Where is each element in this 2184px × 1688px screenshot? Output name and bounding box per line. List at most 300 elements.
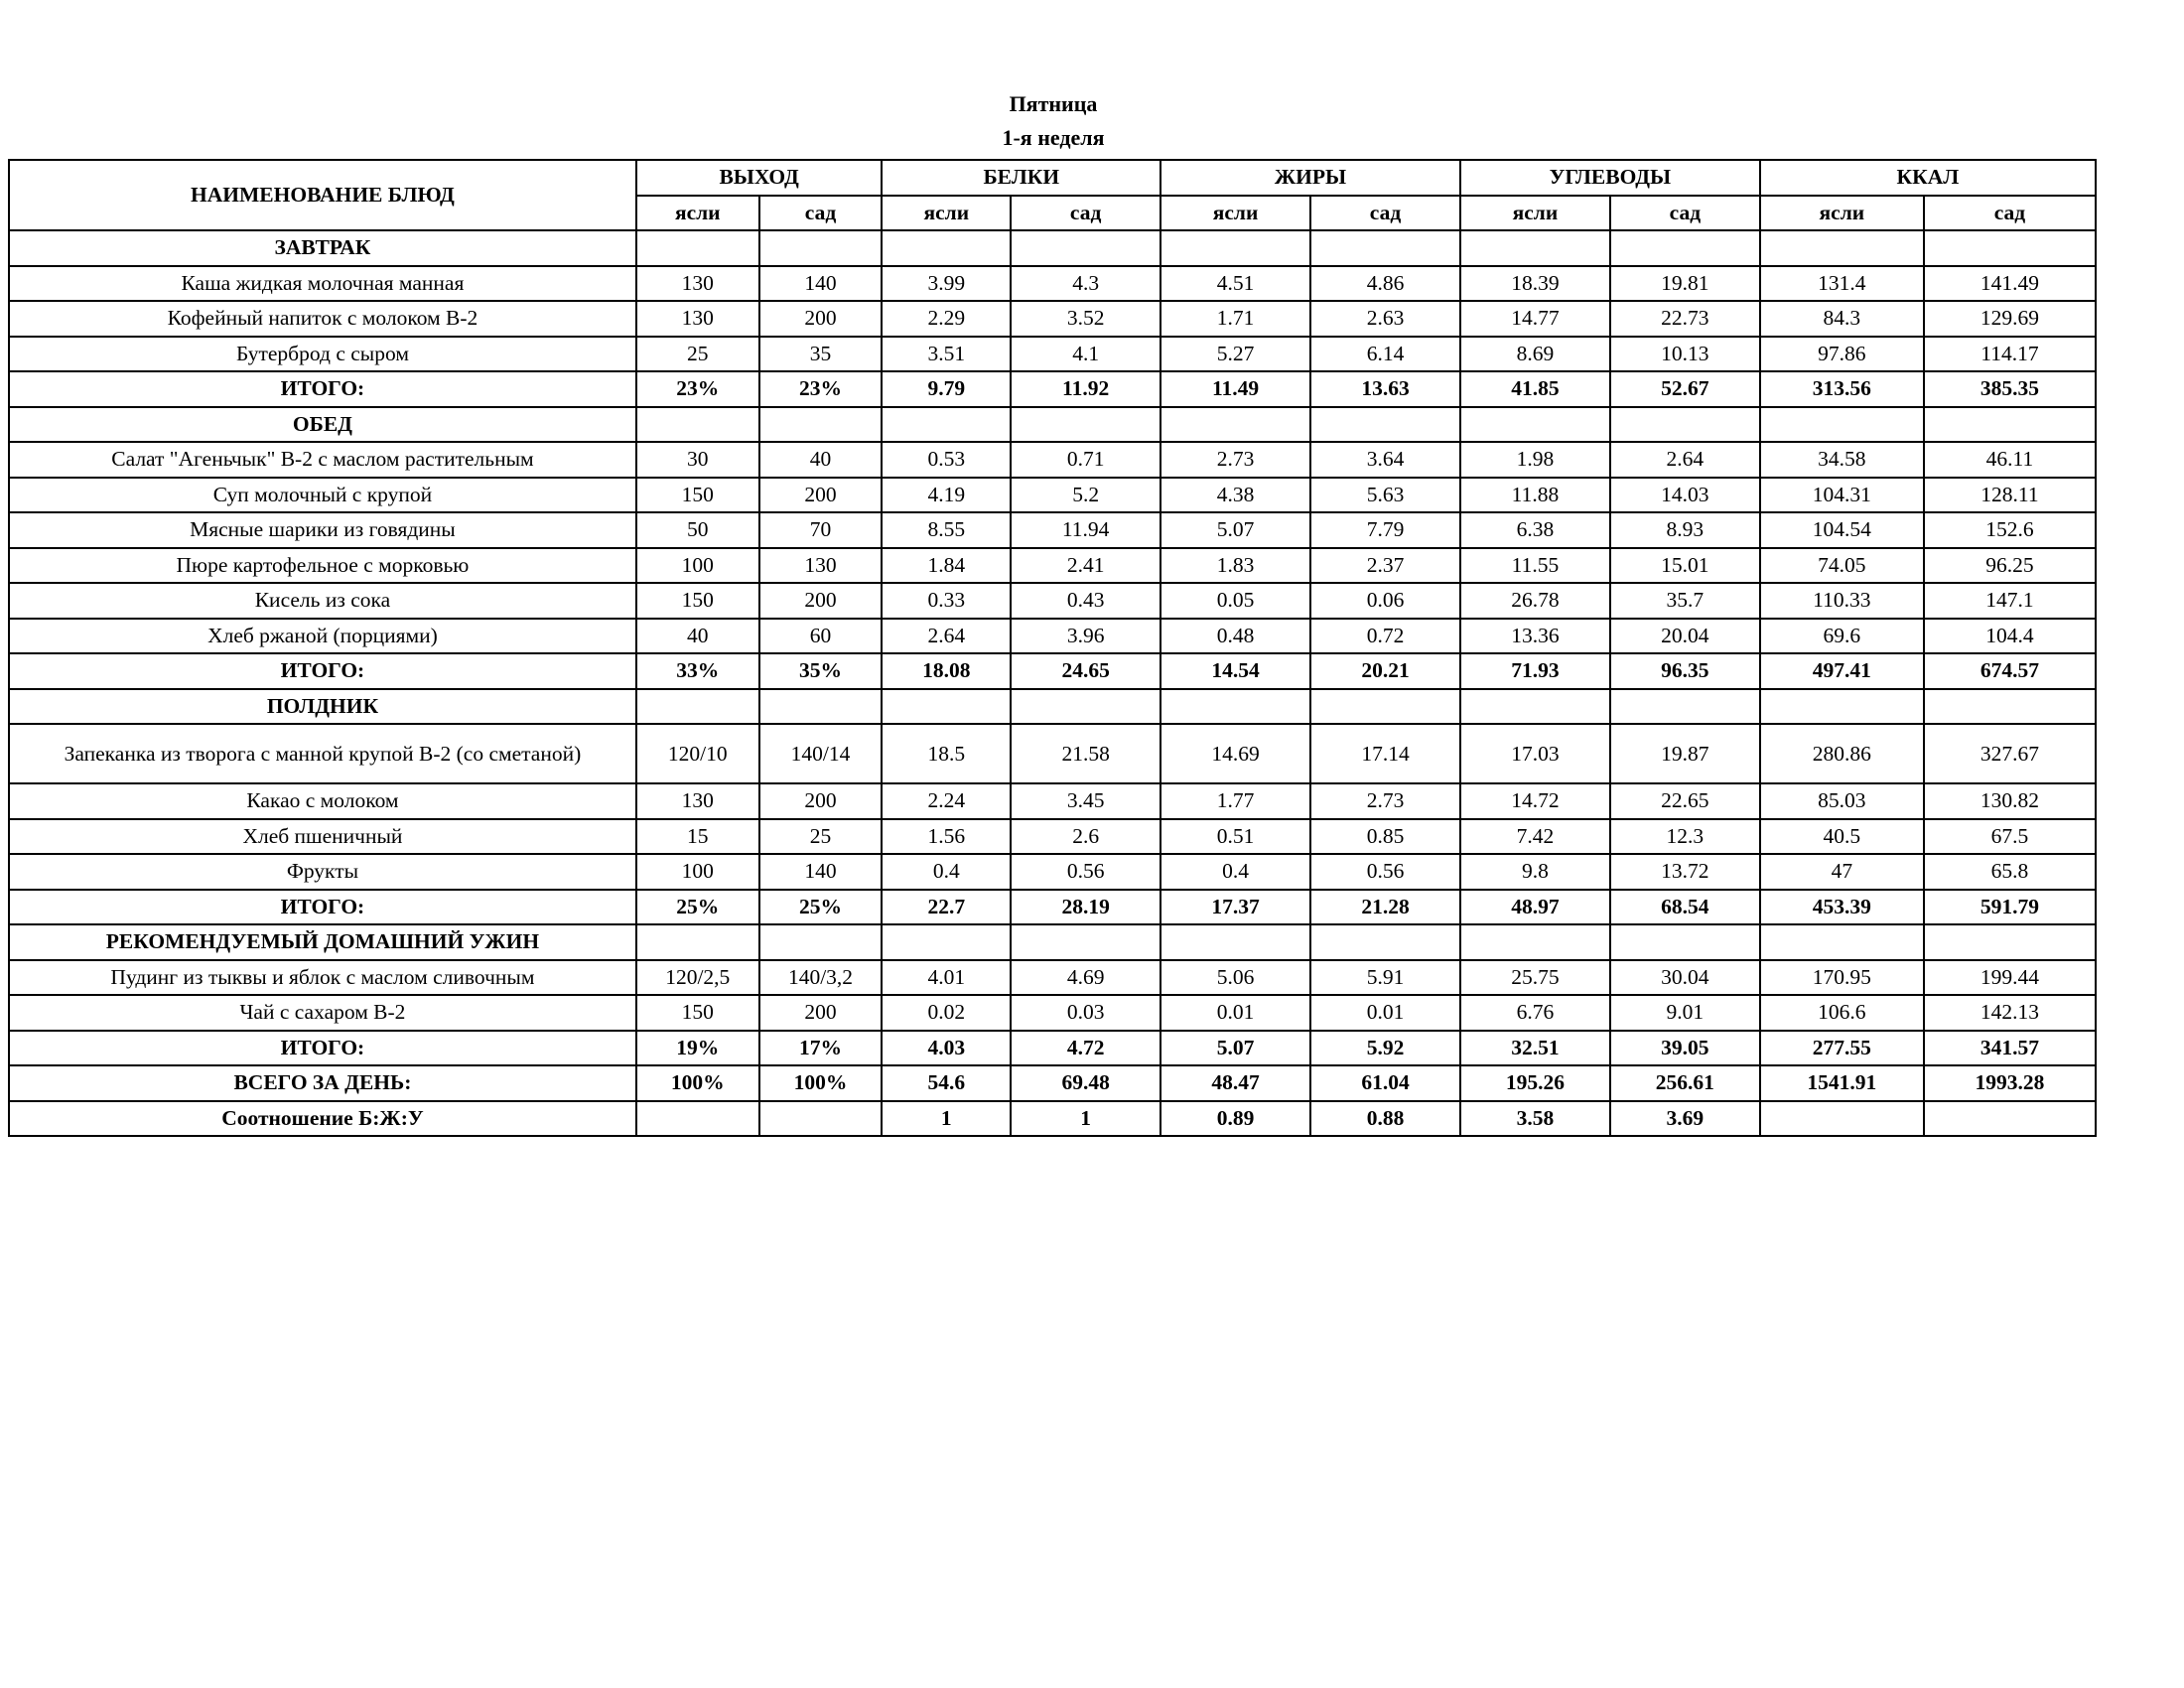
value-cell: 12.3 (1610, 819, 1760, 855)
dish-name: ВСЕГО ЗА ДЕНЬ: (9, 1065, 636, 1101)
group-header-fat: ЖИРЫ (1160, 160, 1460, 196)
value-cell: 100 (636, 854, 759, 890)
value-cell (1610, 407, 1760, 443)
value-cell: 497.41 (1760, 653, 1924, 689)
value-cell: 11.94 (1011, 512, 1160, 548)
table-row (9, 301, 2096, 337)
value-cell: 0.51 (1160, 819, 1310, 855)
value-cell (1310, 230, 1460, 266)
value-cell: 106.6 (1760, 995, 1924, 1031)
value-cell: 52.67 (1610, 371, 1760, 407)
value-cell: 1.77 (1160, 783, 1310, 819)
value-cell (1760, 689, 1924, 725)
section-title: ЗАВТРАК (9, 230, 636, 266)
section-title: ОБЕД (9, 407, 636, 443)
value-cell (1924, 230, 2096, 266)
sub-header: сад (1310, 196, 1460, 231)
value-cell: 67.5 (1924, 819, 2096, 855)
table-row (9, 478, 2096, 513)
table-row (9, 548, 2096, 584)
value-cell: 385.35 (1924, 371, 2096, 407)
value-cell: 277.55 (1760, 1031, 1924, 1066)
total-row (9, 1065, 2096, 1101)
value-cell: 674.57 (1924, 653, 2096, 689)
dish-name: ИТОГО: (9, 1031, 636, 1066)
value-cell: 120/10 (636, 724, 759, 783)
nutrition-table (8, 159, 2097, 1137)
section-row (9, 230, 2096, 266)
value-cell: 1541.91 (1760, 1065, 1924, 1101)
value-cell: 14.77 (1460, 301, 1610, 337)
group-header-protein: БЕЛКИ (882, 160, 1160, 196)
value-cell: 5.27 (1160, 337, 1310, 372)
value-cell: 142.13 (1924, 995, 2096, 1031)
value-cell: 28.19 (1011, 890, 1160, 925)
table-row (9, 724, 2096, 783)
value-cell: 1.56 (882, 819, 1011, 855)
dish-name: Пюре картофельное с морковью (9, 548, 636, 584)
value-cell: 0.05 (1160, 583, 1310, 619)
dish-name: ИТОГО: (9, 371, 636, 407)
value-cell: 41.85 (1460, 371, 1610, 407)
value-cell: 23% (759, 371, 883, 407)
value-cell: 0.72 (1310, 619, 1460, 654)
value-cell: 3.52 (1011, 301, 1160, 337)
value-cell: 35.7 (1610, 583, 1760, 619)
value-cell: 130.82 (1924, 783, 2096, 819)
value-cell (759, 924, 883, 960)
value-cell: 130 (636, 783, 759, 819)
dish-name: Соотношение Б:Ж:У (9, 1101, 636, 1137)
value-cell: 30 (636, 442, 759, 478)
table-row (9, 854, 2096, 890)
value-cell: 0.48 (1160, 619, 1310, 654)
value-cell: 195.26 (1460, 1065, 1610, 1101)
value-cell: 0.43 (1011, 583, 1160, 619)
value-cell: 4.51 (1160, 266, 1310, 302)
dish-name: Мясные шарики из говядины (9, 512, 636, 548)
value-cell (1460, 924, 1610, 960)
value-cell: 22.65 (1610, 783, 1760, 819)
value-cell: 200 (759, 995, 883, 1031)
value-cell: 2.73 (1310, 783, 1460, 819)
value-cell: 22.73 (1610, 301, 1760, 337)
group-header-carbs: УГЛЕВОДЫ (1460, 160, 1760, 196)
value-cell: 39.05 (1610, 1031, 1760, 1066)
value-cell: 6.76 (1460, 995, 1610, 1031)
value-cell: 10.13 (1610, 337, 1760, 372)
value-cell: 25% (636, 890, 759, 925)
value-cell (1460, 230, 1610, 266)
value-cell: 8.69 (1460, 337, 1610, 372)
value-cell: 141.49 (1924, 266, 2096, 302)
value-cell: 13.36 (1460, 619, 1610, 654)
value-cell: 69.6 (1760, 619, 1924, 654)
value-cell: 1 (1011, 1101, 1160, 1137)
value-cell: 0.33 (882, 583, 1011, 619)
sub-header: ясли (1460, 196, 1610, 231)
value-cell (759, 230, 883, 266)
value-cell (1924, 407, 2096, 443)
value-cell: 9.01 (1610, 995, 1760, 1031)
value-cell: 5.2 (1011, 478, 1160, 513)
value-cell: 54.6 (882, 1065, 1011, 1101)
value-cell (1310, 689, 1460, 725)
value-cell: 84.3 (1760, 301, 1924, 337)
value-cell: 33% (636, 653, 759, 689)
table-row (9, 266, 2096, 302)
value-cell: 0.88 (1310, 1101, 1460, 1137)
value-cell: 2.64 (1610, 442, 1760, 478)
value-cell: 147.1 (1924, 583, 2096, 619)
sub-header: сад (1924, 196, 2096, 231)
table-row (9, 512, 2096, 548)
value-cell: 69.48 (1011, 1065, 1160, 1101)
value-cell: 19.81 (1610, 266, 1760, 302)
table-row (9, 619, 2096, 654)
value-cell: 1.71 (1160, 301, 1310, 337)
value-cell: 0.89 (1160, 1101, 1310, 1137)
value-cell: 13.63 (1310, 371, 1460, 407)
total-row (9, 1031, 2096, 1066)
value-cell (1011, 689, 1160, 725)
value-cell: 48.97 (1460, 890, 1610, 925)
value-cell: 4.69 (1011, 960, 1160, 996)
value-cell: 0.01 (1160, 995, 1310, 1031)
value-cell: 17.14 (1310, 724, 1460, 783)
dish-name: ИТОГО: (9, 653, 636, 689)
value-cell: 0.03 (1011, 995, 1160, 1031)
value-cell (1610, 689, 1760, 725)
sub-header: сад (759, 196, 883, 231)
value-cell: 152.6 (1924, 512, 2096, 548)
value-cell: 104.4 (1924, 619, 2096, 654)
value-cell: 5.92 (1310, 1031, 1460, 1066)
value-cell: 5.91 (1310, 960, 1460, 996)
value-cell: 0.4 (1160, 854, 1310, 890)
value-cell (1610, 230, 1760, 266)
value-cell: 280.86 (1760, 724, 1924, 783)
value-cell: 2.63 (1310, 301, 1460, 337)
section-title: ПОЛДНИК (9, 689, 636, 725)
value-cell (1160, 407, 1310, 443)
value-cell (636, 407, 759, 443)
value-cell: 21.28 (1310, 890, 1460, 925)
value-cell: 85.03 (1760, 783, 1924, 819)
table-row (9, 583, 2096, 619)
value-cell: 2.64 (882, 619, 1011, 654)
value-cell: 13.72 (1610, 854, 1760, 890)
value-cell (882, 924, 1011, 960)
value-cell: 11.92 (1011, 371, 1160, 407)
value-cell: 3.99 (882, 266, 1011, 302)
value-cell: 2.24 (882, 783, 1011, 819)
value-cell: 0.4 (882, 854, 1011, 890)
value-cell (1310, 407, 1460, 443)
sub-header: ясли (882, 196, 1011, 231)
value-cell: 104.54 (1760, 512, 1924, 548)
value-cell: 2.73 (1160, 442, 1310, 478)
value-cell (1460, 689, 1610, 725)
value-cell (1160, 230, 1310, 266)
value-cell: 65.8 (1924, 854, 2096, 890)
value-cell: 0.53 (882, 442, 1011, 478)
value-cell: 313.56 (1760, 371, 1924, 407)
value-cell: 4.1 (1011, 337, 1160, 372)
value-cell: 5.06 (1160, 960, 1310, 996)
value-cell: 19.87 (1610, 724, 1760, 783)
dish-name: Каша жидкая молочная манная (9, 266, 636, 302)
value-cell: 120/2,5 (636, 960, 759, 996)
value-cell (882, 407, 1011, 443)
value-cell (636, 230, 759, 266)
value-cell: 15 (636, 819, 759, 855)
value-cell (1011, 407, 1160, 443)
value-cell (759, 689, 883, 725)
value-cell (1924, 1101, 2096, 1137)
value-cell (1924, 924, 2096, 960)
value-cell: 18.08 (882, 653, 1011, 689)
value-cell: 17.03 (1460, 724, 1610, 783)
value-cell: 11.55 (1460, 548, 1610, 584)
value-cell: 7.42 (1460, 819, 1610, 855)
value-cell: 40 (636, 619, 759, 654)
value-cell (1160, 924, 1310, 960)
value-cell: 8.55 (882, 512, 1011, 548)
value-cell: 4.86 (1310, 266, 1460, 302)
value-cell: 104.31 (1760, 478, 1924, 513)
value-cell: 0.71 (1011, 442, 1160, 478)
value-cell: 2.6 (1011, 819, 1160, 855)
value-cell: 100 (636, 548, 759, 584)
value-cell (1760, 407, 1924, 443)
value-cell: 5.07 (1160, 512, 1310, 548)
value-cell: 61.04 (1310, 1065, 1460, 1101)
value-cell (636, 689, 759, 725)
value-cell (759, 1101, 883, 1137)
value-cell: 11.49 (1160, 371, 1310, 407)
value-cell: 3.51 (882, 337, 1011, 372)
value-cell: 5.63 (1310, 478, 1460, 513)
value-cell: 25.75 (1460, 960, 1610, 996)
total-row (9, 1101, 2096, 1137)
value-cell: 140/14 (759, 724, 883, 783)
value-cell (1011, 230, 1160, 266)
value-cell: 131.4 (1760, 266, 1924, 302)
dish-name: Хлеб ржаной (порциями) (9, 619, 636, 654)
value-cell: 6.14 (1310, 337, 1460, 372)
value-cell: 96.25 (1924, 548, 2096, 584)
value-cell: 3.45 (1011, 783, 1160, 819)
value-cell (636, 924, 759, 960)
value-cell: 100% (636, 1065, 759, 1101)
value-cell (1760, 1101, 1924, 1137)
value-cell: 25 (636, 337, 759, 372)
value-cell: 47 (1760, 854, 1924, 890)
value-cell: 20.04 (1610, 619, 1760, 654)
value-cell: 14.72 (1460, 783, 1610, 819)
dish-name: Бутерброд с сыром (9, 337, 636, 372)
total-row (9, 371, 2096, 407)
page-subtitle: 1-я неделя (1002, 125, 1105, 150)
sub-header: ясли (636, 196, 759, 231)
value-cell: 97.86 (1760, 337, 1924, 372)
value-cell: 74.05 (1760, 548, 1924, 584)
value-cell: 0.06 (1310, 583, 1460, 619)
value-cell: 200 (759, 478, 883, 513)
value-cell: 0.56 (1310, 854, 1460, 890)
value-cell: 8.93 (1610, 512, 1760, 548)
value-cell: 19% (636, 1031, 759, 1066)
section-row (9, 689, 2096, 725)
value-cell: 11.88 (1460, 478, 1610, 513)
value-cell: 150 (636, 583, 759, 619)
value-cell: 71.93 (1460, 653, 1610, 689)
dish-name: Суп молочный с крупой (9, 478, 636, 513)
value-cell: 9.8 (1460, 854, 1610, 890)
value-cell: 32.51 (1460, 1031, 1610, 1066)
value-cell: 17.37 (1160, 890, 1310, 925)
value-cell: 150 (636, 995, 759, 1031)
value-cell: 6.38 (1460, 512, 1610, 548)
value-cell: 14.54 (1160, 653, 1310, 689)
dish-name: Запеканка из творога с манной крупой В-2 (со сметаной) (9, 724, 636, 783)
value-cell: 40 (759, 442, 883, 478)
value-cell: 25% (759, 890, 883, 925)
value-cell: 256.61 (1610, 1065, 1760, 1101)
value-cell: 14.69 (1160, 724, 1310, 783)
value-cell: 46.11 (1924, 442, 2096, 478)
value-cell: 1.98 (1460, 442, 1610, 478)
value-cell: 35% (759, 653, 883, 689)
value-cell: 1 (882, 1101, 1011, 1137)
value-cell: 22.7 (882, 890, 1011, 925)
value-cell: 17% (759, 1031, 883, 1066)
value-cell (636, 1101, 759, 1137)
section-row (9, 407, 2096, 443)
value-cell: 341.57 (1924, 1031, 2096, 1066)
value-cell (1610, 924, 1760, 960)
value-cell: 200 (759, 783, 883, 819)
value-cell: 4.19 (882, 478, 1011, 513)
table-body (9, 230, 2096, 1136)
value-cell: 4.01 (882, 960, 1011, 996)
section-row (9, 924, 2096, 960)
dish-name: Салат "Агеньчык" В-2 с маслом растительным (9, 442, 636, 478)
value-cell: 130 (636, 266, 759, 302)
value-cell: 130 (636, 301, 759, 337)
value-cell: 20.21 (1310, 653, 1460, 689)
value-cell: 4.03 (882, 1031, 1011, 1066)
value-cell: 0.01 (1310, 995, 1460, 1031)
value-cell: 2.37 (1310, 548, 1460, 584)
value-cell: 140 (759, 266, 883, 302)
total-row (9, 890, 2096, 925)
value-cell (882, 689, 1011, 725)
dish-name-header: НАИМЕНОВАНИЕ БЛЮД (9, 160, 636, 230)
value-cell: 30.04 (1610, 960, 1760, 996)
dish-name: Хлеб пшеничный (9, 819, 636, 855)
value-cell: 100% (759, 1065, 883, 1101)
sub-header: ясли (1160, 196, 1310, 231)
sub-header: сад (1610, 196, 1760, 231)
value-cell: 114.17 (1924, 337, 2096, 372)
value-cell: 453.39 (1760, 890, 1924, 925)
section-title: РЕКОМЕНДУЕМЫЙ ДОМАШНИЙ УЖИН (9, 924, 636, 960)
value-cell (1310, 924, 1460, 960)
value-cell: 7.79 (1310, 512, 1460, 548)
dish-name: ИТОГО: (9, 890, 636, 925)
value-cell: 34.58 (1760, 442, 1924, 478)
value-cell (1760, 230, 1924, 266)
value-cell: 140/3,2 (759, 960, 883, 996)
dish-name: Пудинг из тыквы и яблок с маслом сливочным (9, 960, 636, 996)
value-cell: 128.11 (1924, 478, 2096, 513)
table-row (9, 442, 2096, 478)
value-cell (882, 230, 1011, 266)
sub-header: ясли (1760, 196, 1924, 231)
value-cell: 35 (759, 337, 883, 372)
group-header-output: ВЫХОД (636, 160, 883, 196)
value-cell: 21.58 (1011, 724, 1160, 783)
value-cell: 5.07 (1160, 1031, 1310, 1066)
value-cell: 110.33 (1760, 583, 1924, 619)
value-cell: 24.65 (1011, 653, 1160, 689)
dish-name: Фрукты (9, 854, 636, 890)
value-cell: 3.58 (1460, 1101, 1610, 1137)
value-cell: 68.54 (1610, 890, 1760, 925)
value-cell: 199.44 (1924, 960, 2096, 996)
table-row (9, 337, 2096, 372)
value-cell: 150 (636, 478, 759, 513)
value-cell: 23% (636, 371, 759, 407)
value-cell (1160, 689, 1310, 725)
value-cell: 200 (759, 301, 883, 337)
table-row (9, 960, 2096, 996)
dish-name: Кисель из сока (9, 583, 636, 619)
value-cell: 130 (759, 548, 883, 584)
value-cell: 2.29 (882, 301, 1011, 337)
value-cell: 18.39 (1460, 266, 1610, 302)
value-cell: 3.96 (1011, 619, 1160, 654)
value-cell: 140 (759, 854, 883, 890)
value-cell (1924, 689, 2096, 725)
value-cell: 327.67 (1924, 724, 2096, 783)
value-cell: 0.85 (1310, 819, 1460, 855)
value-cell: 60 (759, 619, 883, 654)
dish-name: Кофейный напиток с молоком В-2 (9, 301, 636, 337)
value-cell: 4.38 (1160, 478, 1310, 513)
table-row (9, 819, 2096, 855)
value-cell: 26.78 (1460, 583, 1610, 619)
value-cell: 15.01 (1610, 548, 1760, 584)
value-cell: 18.5 (882, 724, 1011, 783)
value-cell: 48.47 (1160, 1065, 1310, 1101)
value-cell: 1.84 (882, 548, 1011, 584)
value-cell: 50 (636, 512, 759, 548)
dish-name: Чай с сахаром В-2 (9, 995, 636, 1031)
value-cell (1760, 924, 1924, 960)
dish-name: Какао с молоком (9, 783, 636, 819)
sub-header: сад (1011, 196, 1160, 231)
page-title: Пятница (1009, 91, 1098, 116)
table-row (9, 995, 2096, 1031)
group-header-kcal: ККАЛ (1760, 160, 2096, 196)
value-cell: 0.02 (882, 995, 1011, 1031)
total-row (9, 653, 2096, 689)
value-cell: 200 (759, 583, 883, 619)
value-cell: 9.79 (882, 371, 1011, 407)
